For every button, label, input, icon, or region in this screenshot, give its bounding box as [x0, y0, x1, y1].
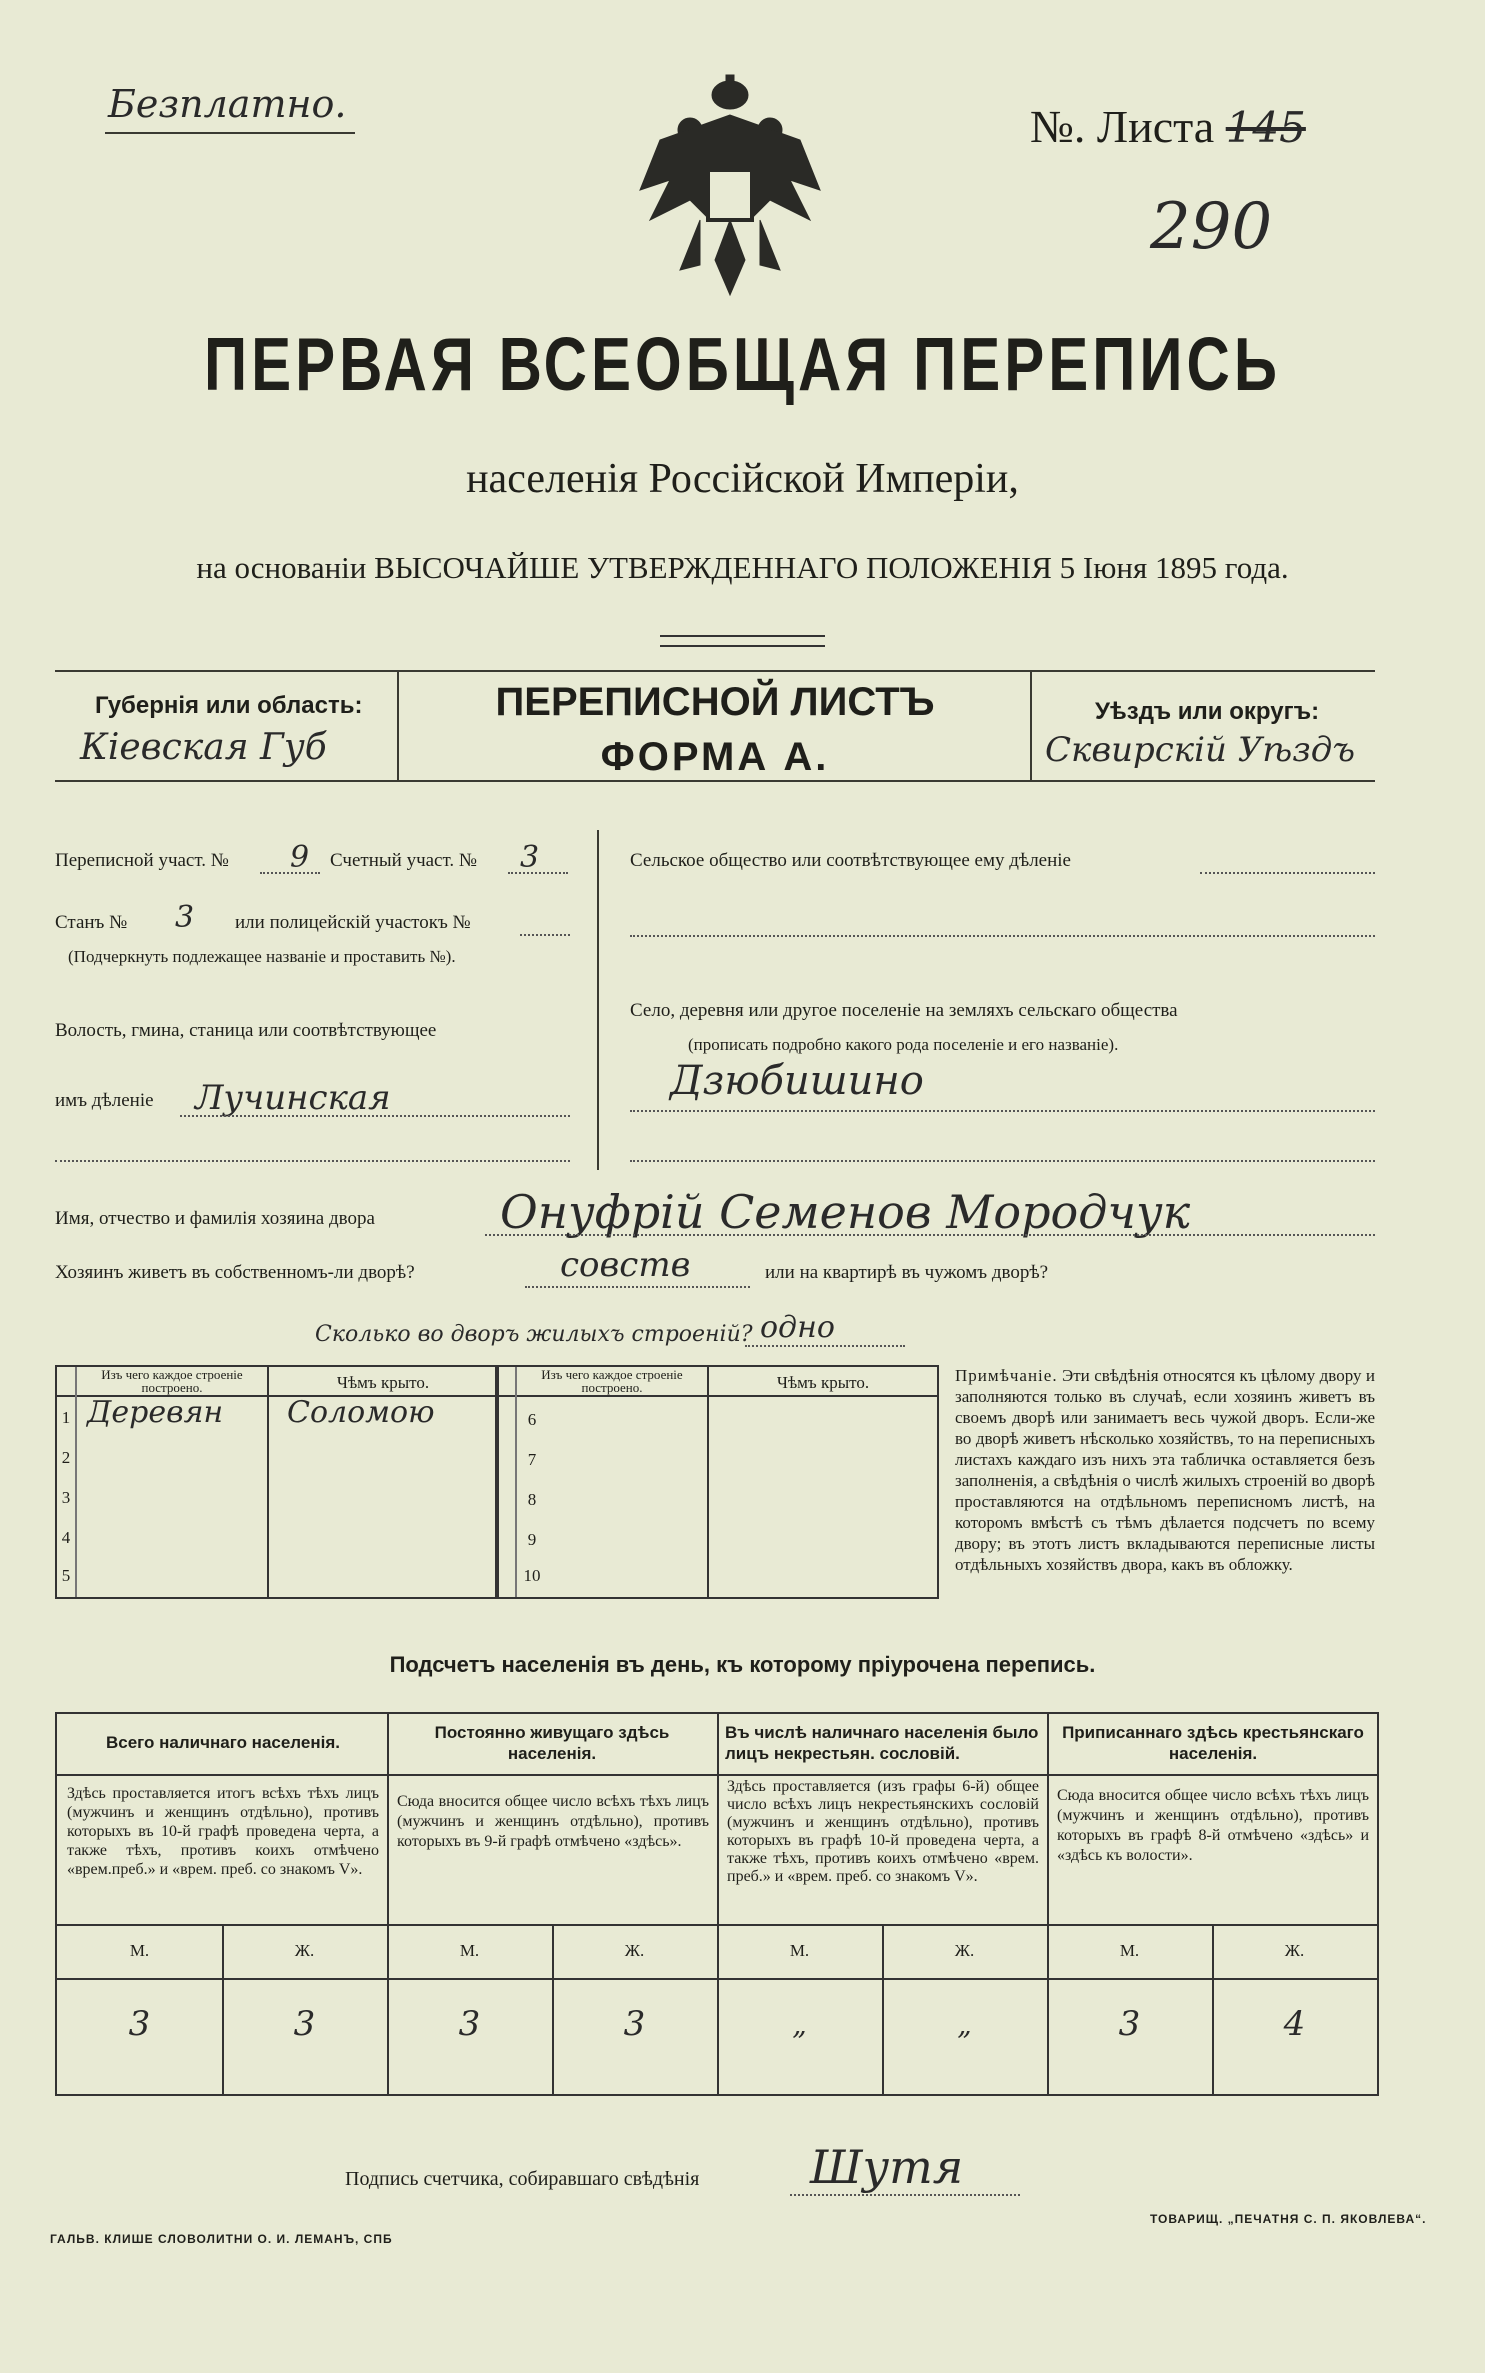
page-basis: на основаніи ВЫСОЧАЙШЕ УТВЕРЖДЕННАГО ПОЛОЖЕНІЯ 5 Іюня 1895 года. — [196, 550, 1289, 585]
page-title: ПЕРВАЯ ВСЕОБЩАЯ ПЕРЕПИСЬ — [204, 322, 1281, 407]
row-material-value: Деревян — [87, 1395, 224, 1430]
male-label: М. — [129, 1941, 150, 1960]
census-district-label: Переписной участ. № — [55, 850, 229, 871]
printer-left: ГАЛЬВ. КЛИШЕ СЛОВОЛИТНИ О. И. ЛЕМАНЪ, СПБ — [50, 2232, 393, 2246]
volost-value: Лучинская — [195, 1078, 391, 1118]
rule — [520, 934, 570, 936]
count-col-head: Всего наличнаго населенія. — [106, 1733, 340, 1752]
count-table — [55, 1712, 1379, 2096]
rule — [55, 780, 1375, 782]
row-number: 10 — [523, 1566, 541, 1585]
rule — [485, 1234, 1375, 1236]
count-col-desc: Здѣсь проставляется (изъ графы 6-й) общее число всѣхъ лицъ некрестьянскихъ сословій (мужчинъ и женщинъ отдѣльно), противъ которыхъ въ графѣ 10-й проведена черта, а также тѣхъ, противъ коихъ отмѣчено «врем. преб.» и «врем. преб. со знакомъ V». — [727, 1778, 1039, 1885]
counting-district-label: Счетный участ. № — [330, 850, 477, 871]
free-underline — [105, 132, 355, 134]
signature-label: Подпись счетчика, собиравшаго свѣдѣнія — [345, 2168, 700, 2190]
female-label: Ж. — [1284, 1941, 1305, 1960]
count-female-value: 3 — [293, 2004, 316, 2044]
female-label: Ж. — [294, 1941, 315, 1960]
count-male-value: 3 — [128, 2004, 151, 2044]
row-number: 3 — [61, 1488, 71, 1507]
rule — [717, 1714, 719, 2094]
village-value: Дзюбишино — [670, 1058, 924, 1104]
note-text: Эти свѣдѣнія относятся къ цѣлому двору и заполняются только въ случаѣ, если хозяинъ живетъ въ своемъ дворѣ или занимаетъ весь чужой дворъ. Если-же во дворѣ живетъ нѣсколько хозяйствъ, то на переписныхъ листахъ каждаго изъ нихъ эта табличка оставляется безъ заполненія, а свѣдѣнія о числѣ жилыхъ строеній во дворѣ проставляются на отдѣльномъ переписномъ листѣ, на которомъ вмѣстѣ съ тѣмъ дѣлается подсчетъ по всему двору; въ этотъ листъ вкладываются переписные листы отдѣльныхъ хозяйствъ двора, какъ въ обложку. — [955, 1366, 1375, 1574]
count-female-value: 4 — [1283, 2004, 1306, 2044]
row-number: 1 — [61, 1408, 71, 1427]
row-number: 6 — [527, 1410, 537, 1429]
printer-right: ТОВАРИЩ. „ПЕЧАТНЯ С. П. ЯКОВЛЕВА“. — [1150, 2212, 1427, 2226]
rule — [508, 872, 568, 874]
col-roof-header: Чѣмъ крыто. — [336, 1373, 430, 1392]
count-female-value: 3 — [623, 2004, 646, 2044]
village-label: Село, деревня или другое поселеніе на земляхъ сельскаго общества — [630, 1000, 1178, 1021]
buildings-table-left — [55, 1365, 499, 1599]
count-col-head: Приписаннаго здѣсь крестьянскаго населенія. — [1062, 1723, 1364, 1763]
count-col-head: Постоянно живущаго здѣсь населенія. — [434, 1723, 670, 1763]
police-label: или полицейскій участокъ № — [235, 912, 471, 933]
rule — [630, 935, 1375, 937]
stan-value: 3 — [175, 900, 195, 935]
male-label: М. — [459, 1941, 480, 1960]
village-note: (прописать подробно какого рода поселеніе и его названіе). — [688, 1035, 1119, 1054]
col-roof-header: Чѣмъ крыто. — [776, 1373, 870, 1392]
count-col-desc: Здѣсь проставляется итогъ всѣхъ тѣхъ лицъ (мужчинъ и женщинъ отдѣльно), противъ которыхъ въ 10-й графѣ проведена черта, а также тѣхъ, противъ коихъ отмѣчено «врем.преб.» и «врем. преб. со знакомъ V». — [67, 1785, 379, 1878]
rule — [1047, 1714, 1049, 2094]
row-number: 9 — [527, 1530, 537, 1549]
male-label: М. — [789, 1941, 810, 1960]
society-label: Сельское общество или соотвѣтствующее ему дѣленіе — [630, 850, 1071, 871]
col-material-header: Изъ чего каждое строеніе построено. — [101, 1367, 243, 1395]
rule — [267, 1367, 269, 1597]
rule — [1030, 672, 1032, 782]
male-label: М. — [1119, 1941, 1140, 1960]
rule — [597, 830, 599, 1170]
count-title: Подсчетъ населенія въ день, къ которому пріурочена перепись. — [389, 1652, 1096, 1677]
count-female-value: „ — [957, 2008, 972, 2041]
uezd-label: Уѣздъ или округъ: — [1095, 698, 1320, 725]
count-col-head: Въ числѣ наличнаго населенія было лицъ некрестьян. сословій. — [725, 1723, 1039, 1763]
rule — [260, 872, 320, 874]
rule — [55, 670, 1375, 672]
owner-name-value: Онуфрій Семенов Мородчук — [500, 1185, 1191, 1239]
census-district-value: 9 — [290, 840, 310, 875]
female-label: Ж. — [954, 1941, 975, 1960]
buildings-value: одно — [760, 1310, 835, 1345]
volost-label-2: имъ дѣленіе — [55, 1090, 154, 1111]
row-number: 8 — [527, 1490, 537, 1509]
rule — [497, 1395, 937, 1397]
rule — [525, 1286, 750, 1288]
page-subtitle: населенія Россійской Имперіи, — [466, 456, 1019, 502]
rule — [55, 1160, 570, 1162]
count-col-desc: Сюда вносится общее число всѣхъ тѣхъ лицъ (мужчинъ и женщинъ отдѣльно), противъ которыхъ въ графѣ 8-й отмѣчено «здѣсь» и «здѣсь къ волости». — [1057, 1787, 1369, 1864]
sheet-label: №. Листа 145 — [1030, 101, 1306, 152]
note-block — [955, 1365, 1375, 1575]
form-title: ПЕРЕПИСНОЙ ЛИСТЪ — [495, 680, 935, 724]
rule — [75, 1367, 77, 1597]
owner-lives-label: Хозяинъ живетъ въ собственномъ-ли дворѣ? — [55, 1262, 415, 1283]
gubernia-label: Губернія или область: — [95, 692, 363, 719]
rule — [790, 2194, 1020, 2196]
ornament-divider — [660, 635, 825, 647]
rule — [180, 1115, 570, 1117]
count-col-desc: Сюда вносится общее число всѣхъ тѣхъ лицъ (мужчинъ и женщинъ отдѣльно), противъ которыхъ въ 9-й графѣ отмѣчено «здѣсь». — [397, 1793, 709, 1850]
female-label: Ж. — [624, 1941, 645, 1960]
col-material-header: Изъ чего каждое строеніе построено. — [541, 1367, 683, 1395]
rule — [515, 1367, 517, 1597]
row-number: 5 — [61, 1566, 71, 1585]
note-title: Примѣчаніе. — [955, 1366, 1058, 1385]
police-note: (Подчеркнуть подлежащее названіе и проставить №). — [68, 947, 456, 966]
gubernia-value: Кіевская Губ — [80, 727, 327, 768]
signature-value: Шутя — [810, 2140, 964, 2194]
stan-label: Станъ № — [55, 912, 128, 933]
count-male-value: 3 — [458, 2004, 481, 2044]
sheet-number: 290 — [1150, 190, 1273, 264]
free-label: Безплатно. — [108, 82, 347, 126]
sheet-number-struck: 145 — [1225, 103, 1306, 152]
row-number: 4 — [61, 1528, 71, 1547]
buildings-label: Сколько во дворъ жилыхъ строеній? — [315, 1322, 753, 1347]
row-number: 2 — [61, 1448, 71, 1467]
rule — [1200, 872, 1375, 874]
double-headed-eagle-icon — [630, 70, 830, 300]
rule — [630, 1160, 1375, 1162]
apartment-label: или на квартирѣ въ чужомъ дворѣ? — [765, 1262, 1049, 1283]
row-number: 7 — [527, 1450, 537, 1469]
counting-district-value: 3 — [520, 840, 540, 875]
form-name: ФОРМА А. — [600, 735, 830, 779]
rule — [707, 1367, 709, 1597]
buildings-table-right — [495, 1365, 939, 1599]
volost-label: Волость, гмина, станица или соотвѣтствующее — [55, 1020, 437, 1041]
uezd-value: Сквирскій Уѣздъ — [1045, 730, 1356, 770]
rule — [630, 1110, 1375, 1112]
rule — [397, 672, 399, 782]
count-male-value: „ — [792, 2008, 807, 2041]
rule — [745, 1345, 905, 1347]
row-roof-value: Соломою — [287, 1395, 435, 1430]
owner-name-label: Имя, отчество и фамилія хозяина двора — [55, 1208, 375, 1229]
rule — [387, 1714, 389, 2094]
count-male-value: 3 — [1118, 2004, 1141, 2044]
owner-lives-value: совств — [560, 1245, 691, 1285]
